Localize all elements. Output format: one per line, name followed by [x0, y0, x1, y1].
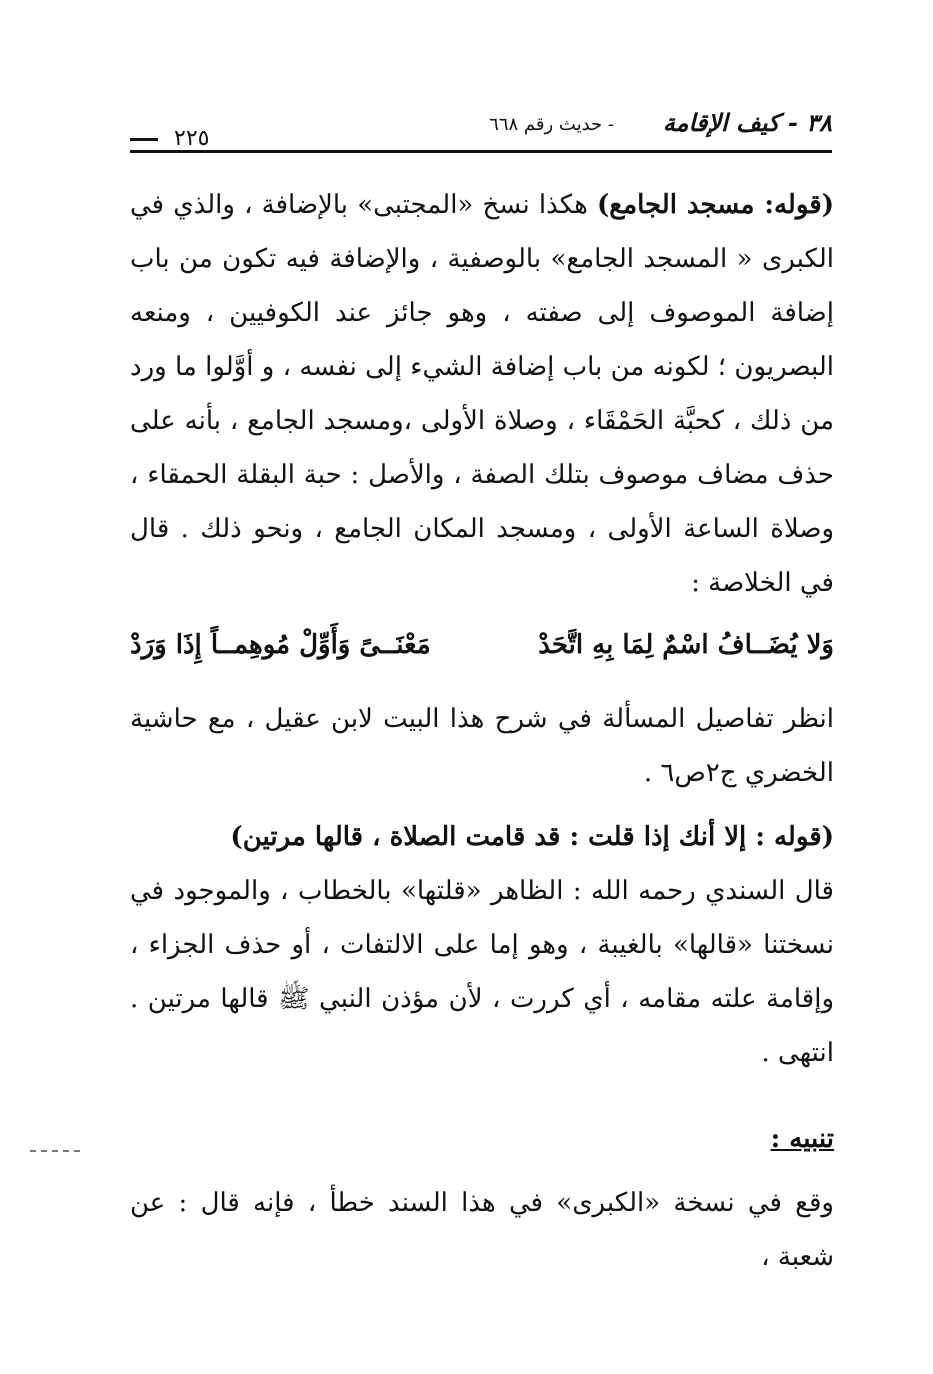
spacer: [130, 1166, 834, 1176]
paragraph-mosque: [130, 178, 834, 610]
spacer: [130, 1080, 834, 1112]
verse-second-hemistich: مَعْنَــىً وَأَوِّلْ مُوهِمــاً إِذَا وَرَدْ: [130, 630, 431, 660]
margin-mark: [30, 1150, 80, 1152]
spacer: [130, 800, 834, 810]
paragraph-text: هكذا نسخ «المجتبى» بالإضافة ، والذي في الكبرى « المسجد الجامع» بالوصفية ، والإضافة فيه تكون من باب إضافة الموصوف إلى صفته ، وهو جائز عند الكوفيين ، ومنعه البصريون ؛ لكونه من باب إضافة الشيء إلى نفسه ، و أوَّلوا ما ورد من ذلك ، كحبَّة الحَمْقَاء ، وصلاة الأولى ،ومسجد الجامع ، بأنه على حذف مضاف موصوف بتلك الصفة ، والأصل : حبة البقلة الحمقاء ، وصلاة الساعة الأولى ، ومسجد المكان الجامع ، ونحو ذلك . قال في الخلاصة :: [130, 190, 834, 598]
poetry-verse: [130, 618, 834, 672]
note-heading: [130, 1112, 834, 1166]
verse-first-hemistich: وَلا يُضَــافُ اسْمٌ لِمَا بِهِ اتَّحَدْ: [538, 630, 834, 660]
page-number-text: ٢٢٥: [174, 126, 210, 151]
paragraph-lead: (قوله: مسجد الجامع): [597, 190, 834, 220]
paragraph-reference: انظر تفاصيل المسألة في شرح هذا البيت لابن عقيل ، مع حاشية الخضري ج٢ص٦ .: [130, 704, 834, 788]
header-separator: -: [607, 114, 614, 135]
page-number-dash: [130, 138, 158, 141]
hadith-label: حديث رقم ٦٦٨: [489, 114, 603, 135]
main-text: [130, 178, 834, 1284]
chapter-title: ٣٨ - كيف الإقامة: [662, 108, 832, 137]
paragraph-lead: (قوله : إلا أنك إذا قلت : قد قامت الصلاة ، قالها مرتين): [230, 822, 834, 852]
note-text: وقع في نسخة «الكبرى» في هذا السند خطأ ، فإنه قال : عن شعبة ،: [130, 1188, 834, 1272]
note-title: تنبيه :: [770, 1124, 834, 1154]
paragraph-text: قال السندي رحمه الله : الظاهر «قلتها» بالخطاب ، والموجود في نسختنا «قالها» بالغيبة ، وهو إما على الالتفات ، أو حذف الجزاء ، وإقامة علته مقامه ، أي كررت ، لأن مؤذن النبي ﷺ قالها مرتين . انتهى .: [130, 876, 834, 1068]
running-header: [130, 104, 832, 153]
page-number: [130, 126, 209, 151]
hadith-number: [489, 114, 614, 135]
paragraph-prayer: [130, 810, 834, 1080]
